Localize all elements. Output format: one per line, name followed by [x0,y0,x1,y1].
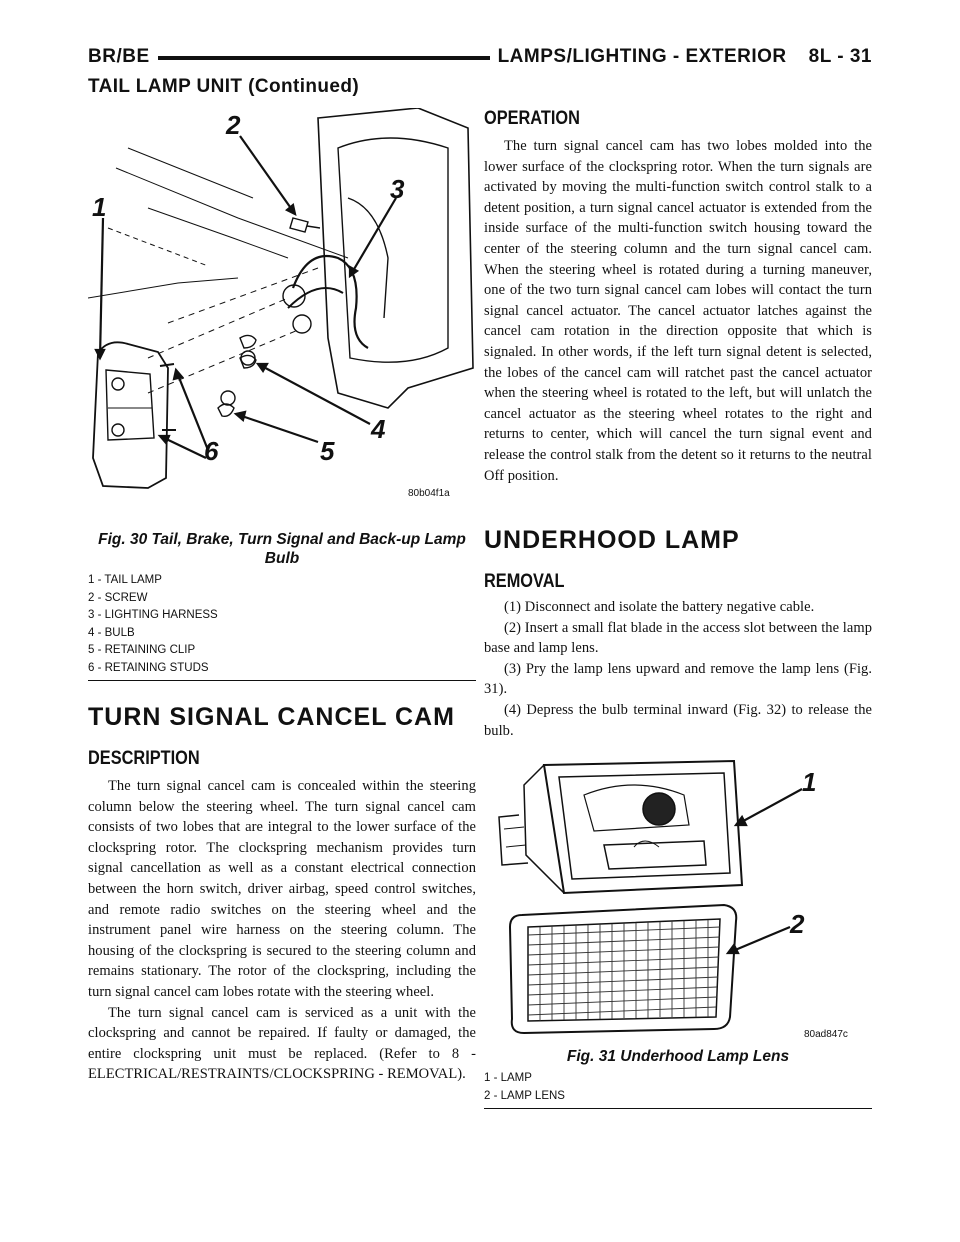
callout-1: 1 [92,192,107,222]
figure-31-caption: Fig. 31 Underhood Lamp Lens [566,1048,790,1066]
operation-heading: OPERATION [484,108,580,129]
header-model: BR/BE [88,46,158,68]
removal-step-1: (1) Disconnect and isolate the battery negative cable. [504,599,815,616]
callout-2: 2 [790,909,805,940]
figure-30-caption: Fig. 30 Tail, Brake, Turn Signal and Back-up Lamp Bulb [98,531,466,567]
legend-item: 2 - SCREW [88,591,148,604]
turn-signal-cancel-cam-title: TURN SIGNAL CANCEL CAM [88,703,455,731]
legend-item: 4 - BULB [88,626,135,639]
figure-30-legend [88,572,476,677]
right-column [484,108,872,1109]
figure-31-id: 80ad847c [804,1029,848,1041]
header-section-title: LAMPS/LIGHTING - EXTERIOR [497,46,787,67]
description-paragraph-2: The turn signal cancel cam is serviced as a unit with the clockspring and cannot be repaired. If faulty or damaged, the entire clockspring unit must be replaced. (Refer to 8 - ELECTRICAL/RESTRAINTS/CLOCKSPRING - REMOVAL). [88,1004,476,1083]
left-column [88,108,476,1085]
underhood-lamp-illustration [484,755,872,1045]
callout-6: 6 [204,436,219,466]
underhood-lamp-title: UNDERHOOD LAMP [484,526,740,555]
removal-step-3: (3) Pry the lamp lens upward and remove the lamp lens (Fig. 31). [484,660,872,698]
figure-30 [88,108,476,681]
callout-4: 4 [371,414,386,444]
page-number: 8L - 31 [808,46,872,67]
callout-5: 5 [320,436,335,466]
removal-step-4: (4) Depress the bulb terminal inward (Fig. 32) to release the bulb. [484,702,872,739]
figure-30-id: 80b04f1a [408,488,450,499]
description-heading: DESCRIPTION [88,748,200,769]
legend-item: 2 - LAMP LENS [484,1089,565,1102]
legend-item: 1 - LAMP [484,1072,532,1085]
legend-item: 5 - RETAINING CLIP [88,644,196,656]
callout-2: 2 [226,110,241,140]
header-section [490,46,872,68]
continued-title: TAIL LAMP UNIT (Continued) [88,76,360,97]
legend-item: 1 - TAIL LAMP [88,574,162,586]
tail-lamp-illustration [88,108,476,528]
callout-3: 3 [390,174,405,204]
figure-31-legend [484,1070,872,1105]
removal-step-2: (2) Insert a small flat blade in the access slot between the lamp base and lamp lens. [484,619,872,657]
legend-divider [88,680,476,681]
description-paragraph-1: The turn signal cancel cam is concealed within the steering column below the steering wheel. The turn signal cancel cam consists of two lobes that are integral to the lower surface of the clockspring rotor. The clockspring mechanism provides turn signal cancellation as well as a constant electrical connection between the horn switch, driver airbag, speed control switches, and remote radio switches on the steering wheel and the instrument panel wire harness on the steering column. The housing of the clockspring is secured to the steering column and remains stationary. The rotor of the clockspring, including the turn signal cancel cam lobes rotate with the steering wheel. [88,778,476,1000]
callout-1: 1 [802,767,817,798]
legend-divider [484,1108,872,1109]
figure-31 [484,755,872,1109]
running-header [88,46,872,76]
operation-paragraph: The turn signal cancel cam has two lobes molded into the lower surface of the clockspring rotor. When the turn signals are activated by moving the multi-function switch control stalk to a detent position, a turn signal cancel actuator is extended from the inside surface of the multi-function switch housing toward the center of the steering column and the turn signal cancel cam. When the steering wheel is rotated during a turning maneuver, one of the two turn signal cancel cam lobes will contact the turn signal cancel actuator. The cancel actuator latches against the cancel cam rotation in the direction opposite that which is signaled. In other words, if the left turn signal detent is selected, the lobes of the cancel cam will ratchet past the cancel actuator when the steering wheel is rotated to the left, but will unlatch the cancel actuator as the steering wheel rotates to the right and returns to center, which will cancel the turn signal event and release the control stalk from the detent so it returns to the neutral Off position. [484,138,872,484]
removal-heading: REMOVAL [484,571,565,593]
legend-item: 3 - LIGHTING HARNESS [88,609,218,621]
legend-item: 6 - RETAINING STUDS [88,661,209,674]
